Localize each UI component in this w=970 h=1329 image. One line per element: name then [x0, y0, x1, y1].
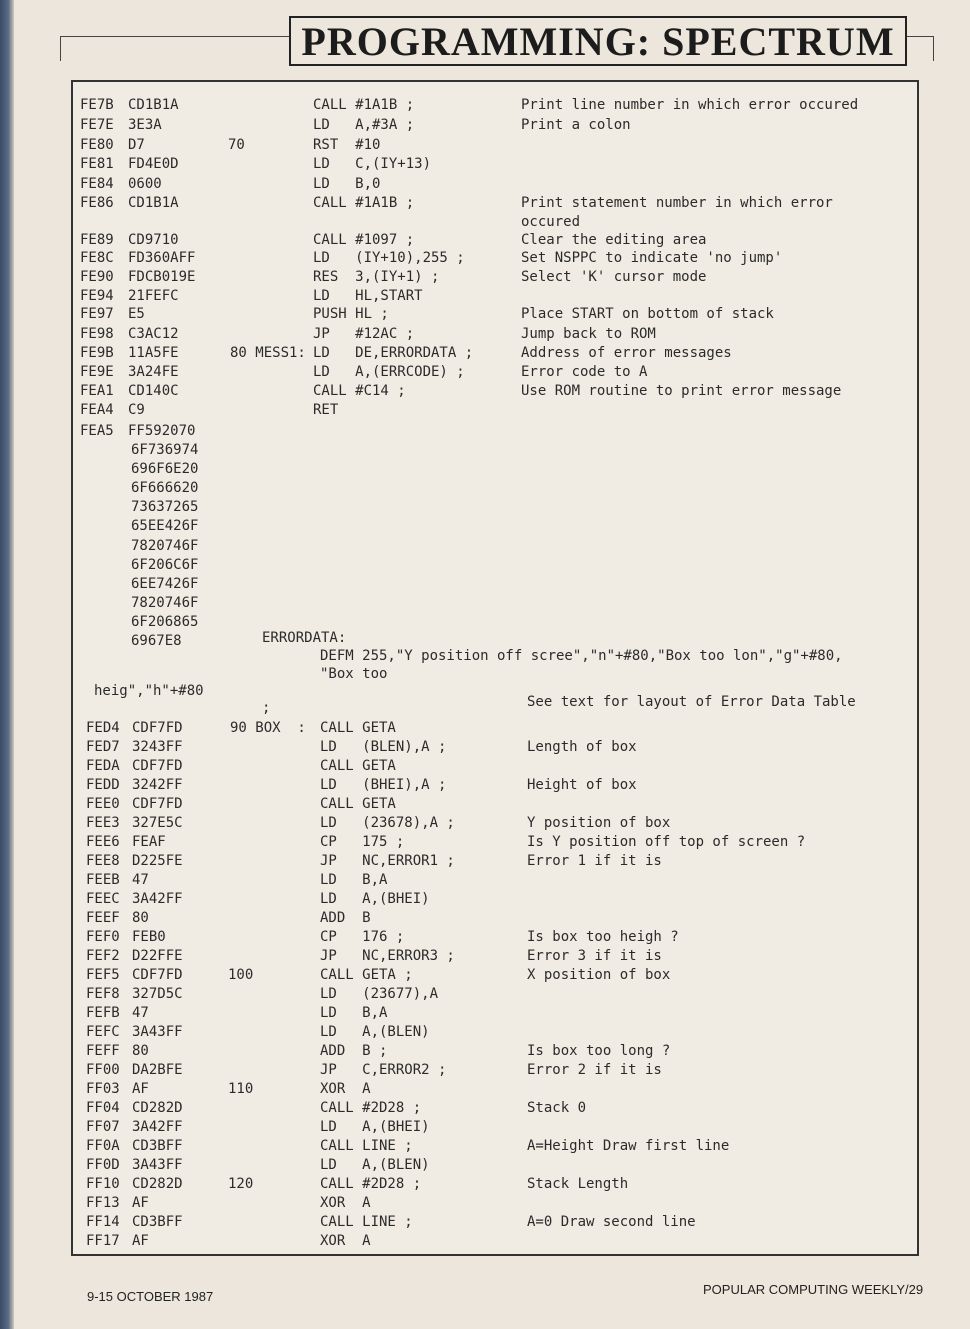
- listing-comment: Select 'K' cursor mode: [521, 269, 707, 285]
- listing-instruction: CALL GETA: [320, 720, 396, 736]
- listing-comment: Address of error messages: [521, 345, 732, 361]
- page-title: PROGRAMMING: SPECTRUM: [301, 18, 895, 64]
- listing-hex: 7820746F: [131, 595, 199, 611]
- listing-hex: C3AC12: [128, 326, 179, 342]
- listing-label: 110: [228, 1081, 254, 1097]
- listing-instruction: LD C,(IY+13): [313, 156, 432, 172]
- listing-hex: CDF7FD: [132, 720, 183, 736]
- listing-hex: 80: [132, 910, 149, 926]
- listing-hex: CDF7FD: [132, 758, 183, 774]
- listing-address: FEA4: [80, 402, 114, 418]
- listing-hex: DA2BFE: [132, 1062, 183, 1078]
- listing-label: 80 MESS1:: [230, 345, 306, 361]
- listing-hex: C9: [128, 402, 145, 418]
- listing-comment: Error 3 if it is: [527, 948, 662, 964]
- listing-instruction: CALL GETA: [320, 796, 396, 812]
- listing-hex: CD140C: [128, 383, 179, 399]
- listing-comment: Is box too long ?: [527, 1043, 671, 1059]
- page-spine: [0, 0, 14, 1329]
- listing-instruction: CALL #C14 ;: [313, 383, 406, 399]
- errordata-terminator: ;: [262, 700, 271, 716]
- listing-hex: CD282D: [132, 1100, 183, 1116]
- listing-comment: occured: [521, 214, 581, 230]
- listing-instruction: CP 175 ;: [320, 834, 405, 850]
- listing-instruction: LD A,(BLEN): [320, 1157, 430, 1173]
- listing-instruction: LD B,0: [313, 176, 381, 192]
- listing-hex: 327D5C: [132, 986, 183, 1002]
- listing-comment: Place START on bottom of stack: [521, 306, 774, 322]
- listing-instruction: RET: [313, 402, 339, 418]
- listing-comment: Is Y position off top of screen ?: [527, 834, 806, 850]
- listing-hex: 3A42FF: [132, 891, 183, 907]
- listing-address: FEDA: [86, 758, 120, 774]
- listing-instruction: CALL #2D28 ;: [320, 1100, 422, 1116]
- listing-address: FE84: [80, 176, 114, 192]
- listing-address: FED7: [86, 739, 120, 755]
- listing-address: FE89: [80, 232, 114, 248]
- listing-instruction: PUSH HL ;: [313, 306, 389, 322]
- code-listing-frame: [71, 80, 919, 1256]
- listing-address: FEE0: [86, 796, 120, 812]
- listing-hex: FEAF: [132, 834, 166, 850]
- listing-hex: 3A42FF: [132, 1119, 183, 1135]
- listing-comment: Is box too heigh ?: [527, 929, 679, 945]
- listing-hex: E5: [128, 306, 145, 322]
- listing-hex: 6F736974: [131, 442, 199, 458]
- listing-instruction: CALL #1A1B ;: [313, 97, 415, 113]
- listing-hex: CDF7FD: [132, 967, 183, 983]
- section-header: [289, 16, 907, 66]
- listing-hex: CD282D: [132, 1176, 183, 1192]
- listing-address: FEFC: [86, 1024, 120, 1040]
- listing-address: FF04: [86, 1100, 120, 1116]
- listing-instruction: LD B,A: [320, 1005, 388, 1021]
- listing-instruction: XOR A: [320, 1233, 371, 1249]
- listing-address: FF14: [86, 1214, 120, 1230]
- listing-instruction: JP #12AC ;: [313, 326, 415, 342]
- listing-address: FEA1: [80, 383, 114, 399]
- listing-instruction: XOR A: [320, 1195, 371, 1211]
- listing-comment: Height of box: [527, 777, 637, 793]
- errordata-defm: DEFM 255,"Y position off scree","n"+#80,"Box too lon","g"+#80,: [320, 648, 843, 664]
- listing-address: FF00: [86, 1062, 120, 1078]
- listing-hex: D22FFE: [132, 948, 183, 964]
- listing-hex: AF: [132, 1233, 149, 1249]
- listing-hex: 21FEFC: [128, 288, 179, 304]
- listing-instruction: RST #10: [313, 137, 381, 153]
- listing-hex: 6EE7426F: [131, 576, 199, 592]
- listing-hex: CD3BFF: [132, 1214, 183, 1230]
- listing-address: FF10: [86, 1176, 120, 1192]
- listing-address: FE80: [80, 137, 114, 153]
- listing-hex: 6F666620: [131, 480, 199, 496]
- listing-address: FE8C: [80, 250, 114, 266]
- listing-instruction: JP NC,ERROR1 ;: [320, 853, 455, 869]
- listing-address: FEF2: [86, 948, 120, 964]
- listing-address: FEE6: [86, 834, 120, 850]
- listing-label: 90 BOX :: [230, 720, 306, 736]
- listing-hex: CD1B1A: [128, 97, 179, 113]
- listing-address: FED4: [86, 720, 120, 736]
- listing-comment: Jump back to ROM: [521, 326, 656, 342]
- errordata-defm-cont: "Box too: [320, 666, 388, 682]
- listing-instruction: CALL #2D28 ;: [320, 1176, 422, 1192]
- listing-address: FEFB: [86, 1005, 120, 1021]
- listing-address: FE98: [80, 326, 114, 342]
- listing-instruction: XOR A: [320, 1081, 371, 1097]
- listing-instruction: LD A,(BHEI): [320, 1119, 430, 1135]
- listing-instruction: LD DE,ERRORDATA ;: [313, 345, 474, 361]
- listing-instruction: LD A,(BLEN): [320, 1024, 430, 1040]
- listing-comment: Use ROM routine to print error message: [521, 383, 842, 399]
- listing-hex: CD1B1A: [128, 195, 179, 211]
- listing-comment: Set NSPPC to indicate 'no jump': [521, 250, 783, 266]
- listing-instruction: LD (BLEN),A ;: [320, 739, 447, 755]
- errordata-wrap: heig","h"+#80: [94, 683, 204, 699]
- listing-instruction: ADD B: [320, 910, 371, 926]
- listing-comment: Error 2 if it is: [527, 1062, 662, 1078]
- listing-address: FE9B: [80, 345, 114, 361]
- listing-comment: Print a colon: [521, 117, 631, 133]
- listing-hex: 6F206C6F: [131, 557, 199, 573]
- issue-date: 9-15 OCTOBER 1987: [87, 1289, 214, 1304]
- listing-hex: D225FE: [132, 853, 183, 869]
- listing-address: FE90: [80, 269, 114, 285]
- listing-instruction: LD A,(ERRCODE) ;: [313, 364, 465, 380]
- listing-hex: CD3BFF: [132, 1138, 183, 1154]
- listing-address: FE94: [80, 288, 114, 304]
- listing-address: FF17: [86, 1233, 120, 1249]
- listing-hex: 47: [132, 1005, 149, 1021]
- listing-comment: X position of box: [527, 967, 671, 983]
- listing-hex: 3E3A: [128, 117, 162, 133]
- listing-address: FE86: [80, 195, 114, 211]
- listing-address: FEEC: [86, 891, 120, 907]
- listing-instruction: CALL GETA ;: [320, 967, 413, 983]
- listing-address: FEF0: [86, 929, 120, 945]
- listing-hex: 65EE426F: [131, 518, 199, 534]
- listing-address: FEF5: [86, 967, 120, 983]
- listing-hex: 696F6E20: [131, 461, 199, 477]
- listing-comment: Stack Length: [527, 1176, 629, 1192]
- listing-hex: FD360AFF: [128, 250, 196, 266]
- listing-comment: Error 1 if it is: [527, 853, 662, 869]
- errordata-label: ERRORDATA:: [262, 630, 347, 646]
- listing-hex: FF592070: [128, 423, 196, 439]
- listing-comment: Length of box: [527, 739, 637, 755]
- listing-instruction: ADD B ;: [320, 1043, 388, 1059]
- listing-address: FE7B: [80, 97, 114, 113]
- listing-instruction: LD B,A: [320, 872, 388, 888]
- listing-instruction: LD A,(BHEI): [320, 891, 430, 907]
- listing-hex: CDF7FD: [132, 796, 183, 812]
- listing-hex: 3A43FF: [132, 1024, 183, 1040]
- listing-address: FEDD: [86, 777, 120, 793]
- listing-label: 100: [228, 967, 254, 983]
- listing-address: FE9E: [80, 364, 114, 380]
- listing-hex: 3243FF: [132, 739, 183, 755]
- listing-hex: 3A24FE: [128, 364, 179, 380]
- listing-comment: Error code to A: [521, 364, 648, 380]
- listing-instruction: CP 176 ;: [320, 929, 405, 945]
- listing-address: FEEF: [86, 910, 120, 926]
- listing-hex: 73637265: [131, 499, 199, 515]
- listing-address: FF0D: [86, 1157, 120, 1173]
- listing-hex: FDCB019E: [128, 269, 196, 285]
- listing-instruction: CALL GETA: [320, 758, 396, 774]
- listing-instruction: CALL #1A1B ;: [313, 195, 415, 211]
- listing-hex: 7820746F: [131, 538, 199, 554]
- listing-hex: 6967E8: [131, 633, 182, 649]
- listing-instruction: CALL LINE ;: [320, 1214, 413, 1230]
- listing-instruction: JP C,ERROR2 ;: [320, 1062, 447, 1078]
- listing-address: FEFF: [86, 1043, 120, 1059]
- listing-instruction: CALL #1097 ;: [313, 232, 415, 248]
- listing-comment: Print statement number in which error: [521, 195, 833, 211]
- listing-instruction: LD (23677),A: [320, 986, 439, 1002]
- listing-comment: A=0 Draw second line: [527, 1214, 696, 1230]
- listing-hex: FEB0: [132, 929, 166, 945]
- listing-hex: AF: [132, 1081, 149, 1097]
- listing-hex: 327E5C: [132, 815, 183, 831]
- listing-instruction: LD (23678),A ;: [320, 815, 455, 831]
- listing-address: FEE3: [86, 815, 120, 831]
- listing-comment: Print line number in which error occured: [521, 97, 859, 113]
- listing-comment: Clear the editing area: [521, 232, 707, 248]
- listing-comment: A=Height Draw first line: [527, 1138, 730, 1154]
- listing-instruction: JP NC,ERROR3 ;: [320, 948, 455, 964]
- listing-address: FF07: [86, 1119, 120, 1135]
- listing-instruction: RES 3,(IY+1) ;: [313, 269, 440, 285]
- listing-instruction: LD A,#3A ;: [313, 117, 415, 133]
- listing-address: FEE8: [86, 853, 120, 869]
- listing-address: FF13: [86, 1195, 120, 1211]
- listing-hex: CD9710: [128, 232, 179, 248]
- listing-address: FE7E: [80, 117, 114, 133]
- listing-comment: Y position of box: [527, 815, 671, 831]
- listing-label: 120: [228, 1176, 254, 1192]
- listing-comment: Stack 0: [527, 1100, 587, 1116]
- listing-address: FF0A: [86, 1138, 120, 1154]
- listing-address: FE97: [80, 306, 114, 322]
- listing-instruction: LD HL,START: [313, 288, 423, 304]
- listing-hex: 6F206865: [131, 614, 199, 630]
- listing-address: FE81: [80, 156, 114, 172]
- listing-instruction: LD (IY+10),255 ;: [313, 250, 465, 266]
- listing-instruction: LD (BHEI),A ;: [320, 777, 447, 793]
- page-folio: POPULAR COMPUTING WEEKLY/29: [703, 1282, 924, 1297]
- listing-address: FEA5: [80, 423, 114, 439]
- listing-hex: 0600: [128, 176, 162, 192]
- listing-address: FEF8: [86, 986, 120, 1002]
- listing-hex: 11A5FE: [128, 345, 179, 361]
- listing-hex: AF: [132, 1195, 149, 1211]
- listing-hex: 80: [132, 1043, 149, 1059]
- listing-instruction: CALL LINE ;: [320, 1138, 413, 1154]
- listing-hex: FD4E0D: [128, 156, 179, 172]
- listing-hex: 47: [132, 872, 149, 888]
- listing-hex: D7: [128, 137, 145, 153]
- listing-address: FF03: [86, 1081, 120, 1097]
- listing-label: 70: [228, 137, 245, 153]
- listing-address: FEEB: [86, 872, 120, 888]
- errordata-comment: See text for layout of Error Data Table: [527, 694, 856, 710]
- listing-hex: 3242FF: [132, 777, 183, 793]
- listing-hex: 3A43FF: [132, 1157, 183, 1173]
